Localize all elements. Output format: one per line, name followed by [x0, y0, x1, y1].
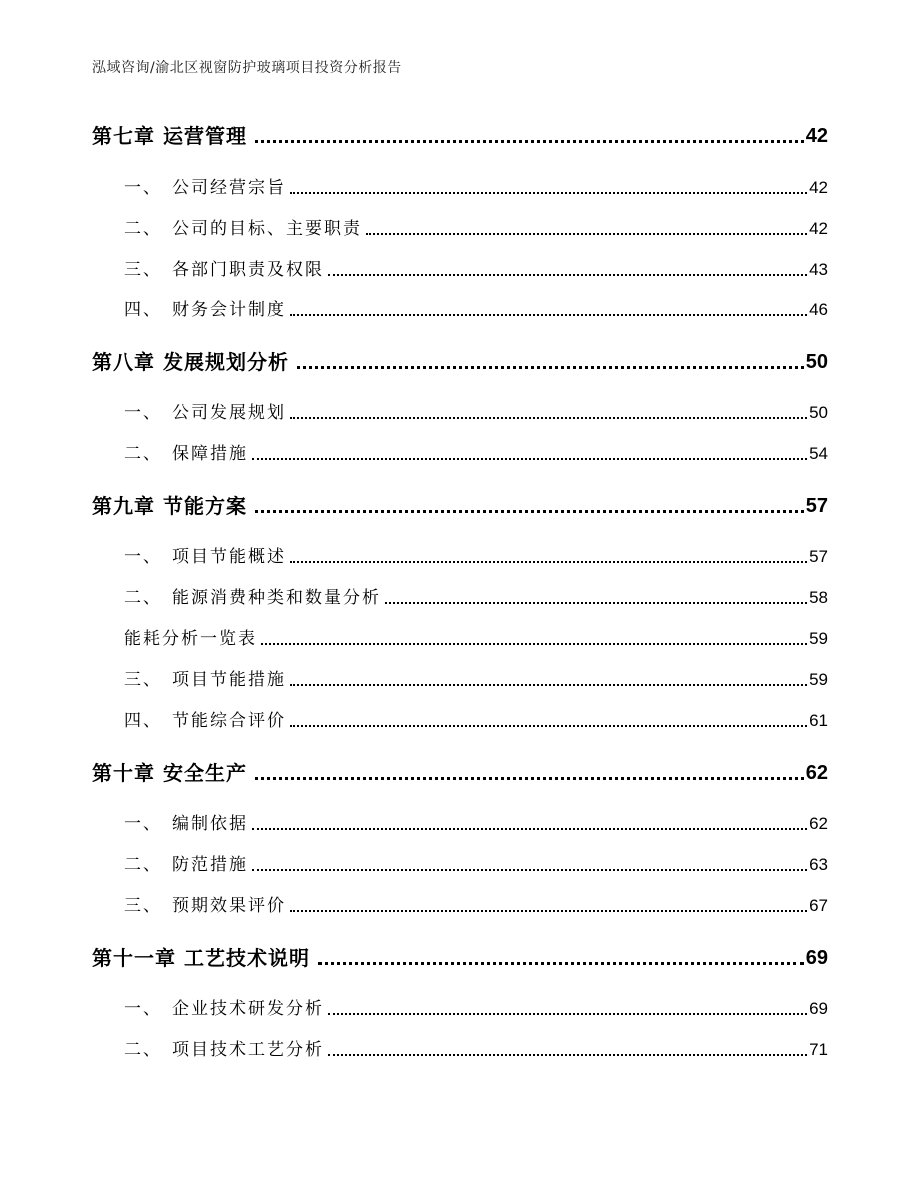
toc-chapter-10[interactable]	[92, 759, 828, 787]
toc-entry-title: 防范措施	[172, 855, 248, 875]
toc-section[interactable]	[124, 217, 828, 241]
toc-entry-title: 项目技术工艺分析	[172, 1040, 324, 1060]
toc-entry-title: 财务会计制度	[172, 300, 286, 320]
toc-section-number: 四、	[124, 711, 162, 731]
toc-leader-dots	[290, 314, 807, 316]
toc-page-number: 43	[809, 260, 828, 279]
toc-leader-dots	[261, 643, 807, 645]
toc-section-number: 三、	[124, 260, 162, 280]
toc-section-number: 二、	[124, 1040, 162, 1060]
toc-table-entry[interactable]	[124, 627, 828, 651]
toc-section-number: 三、	[124, 896, 162, 916]
toc-page-number: 69	[809, 999, 828, 1018]
toc-leader-dots	[328, 1054, 807, 1056]
toc-page-number: 57	[809, 547, 828, 566]
toc-leader-dots	[366, 233, 807, 235]
toc-section-number: 二、	[124, 444, 162, 464]
toc-section-number: 二、	[124, 588, 162, 608]
toc-entry-title: 项目节能概述	[172, 547, 286, 567]
toc-entry-title: 第十章 安全生产	[92, 761, 247, 785]
toc-section[interactable]	[124, 298, 828, 322]
toc-entry-title: 项目节能措施	[172, 670, 286, 690]
toc-chapter-7[interactable]	[92, 122, 828, 150]
toc-page-number: 63	[809, 855, 828, 874]
toc-entry-title: 公司发展规划	[172, 403, 286, 423]
toc-leader-dots	[290, 192, 807, 194]
toc-leader-dots	[290, 561, 807, 563]
toc-entry-title: 第九章 节能方案	[92, 494, 247, 518]
toc-page-number: 50	[809, 403, 828, 422]
toc-leader-dots	[255, 510, 804, 513]
toc-entry-title: 企业技术研发分析	[172, 999, 324, 1019]
toc-section[interactable]	[124, 668, 828, 692]
toc-leader-dots	[252, 458, 807, 460]
toc-leader-dots	[290, 910, 807, 912]
toc-section-number: 二、	[124, 219, 162, 239]
toc-page-number: 61	[809, 711, 828, 730]
toc-leader-dots	[252, 828, 807, 830]
toc-chapter-8[interactable]	[92, 348, 828, 376]
toc-section[interactable]	[124, 176, 828, 200]
toc-entry-title: 编制依据	[172, 814, 248, 834]
toc-page-number: 67	[809, 896, 828, 915]
page-header: 泓域咨询/渝北区视窗防护玻璃项目投资分析报告	[92, 60, 402, 76]
toc-leader-dots	[252, 869, 807, 871]
toc-entry-title: 第七章 运营管理	[92, 124, 247, 148]
toc-entry-title: 第十一章 工艺技术说明	[92, 946, 310, 970]
toc-entry-title: 保障措施	[172, 444, 248, 464]
toc-page-number: 42	[809, 178, 828, 197]
toc-page-number: 62	[805, 762, 828, 784]
toc-entry-title: 各部门职责及权限	[172, 260, 324, 280]
toc-entry-title: 能耗分析一览表	[124, 629, 257, 649]
toc-entry-title: 第八章 发展规划分析	[92, 350, 289, 374]
toc-section[interactable]	[124, 894, 828, 918]
toc-chapter-9[interactable]	[92, 492, 828, 520]
toc-page-number: 59	[809, 670, 828, 689]
toc-section[interactable]	[124, 709, 828, 733]
toc-entry-title: 节能综合评价	[172, 711, 286, 731]
toc-page-number: 69	[805, 947, 828, 969]
toc-section[interactable]	[124, 997, 828, 1021]
toc-section-number: 一、	[124, 403, 162, 423]
toc-chapter-11[interactable]	[92, 944, 828, 972]
toc-leader-dots	[328, 274, 807, 276]
toc-section[interactable]	[124, 258, 828, 282]
toc-section-number: 三、	[124, 670, 162, 690]
toc-leader-dots	[297, 366, 804, 369]
toc-entry-title: 公司的目标、主要职责	[172, 219, 362, 239]
toc-section-number: 二、	[124, 855, 162, 875]
toc-entry-title: 公司经营宗旨	[172, 178, 286, 198]
toc-page-number: 71	[809, 1040, 828, 1059]
toc-leader-dots	[290, 684, 807, 686]
toc-leader-dots	[328, 1013, 807, 1015]
toc-section-number: 一、	[124, 547, 162, 567]
toc-leader-dots	[290, 725, 807, 727]
toc-page-number: 59	[809, 629, 828, 648]
toc-section-number: 一、	[124, 178, 162, 198]
toc-section[interactable]	[124, 545, 828, 569]
toc-page-number: 54	[809, 444, 828, 463]
toc-page-number: 42	[805, 125, 828, 147]
toc-page-number: 50	[805, 351, 828, 373]
toc-page-number: 62	[809, 814, 828, 833]
toc-page-number: 58	[809, 588, 828, 607]
toc-section[interactable]	[124, 586, 828, 610]
toc-section[interactable]	[124, 812, 828, 836]
toc-entry-title: 能源消费种类和数量分析	[172, 588, 381, 608]
toc-section-number: 一、	[124, 814, 162, 834]
toc-leader-dots	[255, 140, 804, 143]
toc-section-number: 一、	[124, 999, 162, 1019]
toc-page-number: 42	[809, 219, 828, 238]
toc-page-number: 57	[805, 495, 828, 517]
toc-leader-dots	[385, 602, 807, 604]
toc-section-number: 四、	[124, 300, 162, 320]
toc-entry-title: 预期效果评价	[172, 896, 286, 916]
table-of-contents	[92, 0, 828, 1191]
toc-leader-dots	[255, 777, 804, 780]
toc-section[interactable]	[124, 442, 828, 466]
toc-section[interactable]	[124, 401, 828, 425]
toc-leader-dots	[290, 417, 807, 419]
toc-leader-dots	[318, 962, 804, 965]
toc-section[interactable]	[124, 853, 828, 877]
toc-section[interactable]	[124, 1038, 828, 1062]
toc-page-number: 46	[809, 300, 828, 319]
